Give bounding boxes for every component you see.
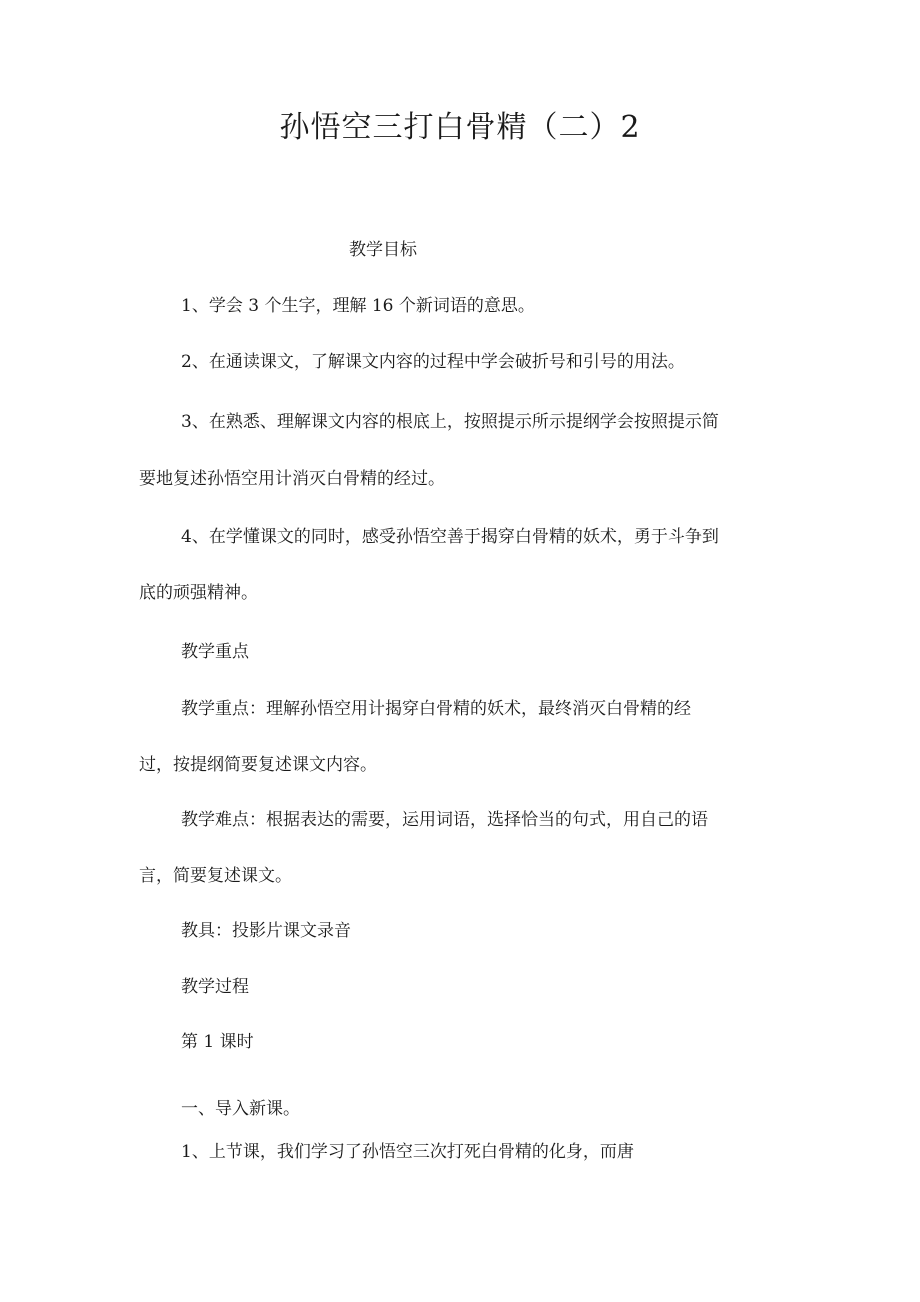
paragraph-line: 教学重点：理解孙悟空用计揭穿白骨精的妖术，最终消灭白骨精的经 [181, 699, 691, 719]
section-heading-objectives: 教学目标 [349, 240, 417, 260]
lesson-number: 第 1 课时 [181, 1032, 254, 1052]
paragraph-line: 言，简要复述课文。 [139, 866, 292, 886]
paragraph-line: 1、上节课，我们学习了孙悟空三次打死白骨精的化身，而唐 [181, 1142, 634, 1162]
paragraph-line: 过，按提纲简要复述课文内容。 [139, 755, 377, 775]
paragraph-line: 教学难点：根据表达的需要，运用词语，选择恰当的句式，用自己的语 [181, 810, 708, 830]
section-heading-process: 教学过程 [181, 977, 249, 997]
paragraph-line: 4、在学懂课文的同时，感受孙悟空善于揭穿白骨精的妖术，勇于斗争到 [181, 527, 719, 547]
paragraph-line: 一、导入新课。 [181, 1099, 300, 1119]
document-title: 孙悟空三打白骨精（二）2 [279, 110, 641, 145]
paragraph-line: 1、学会 3 个生字，理解 16 个新词语的意思。 [181, 296, 535, 316]
paragraph-line: 教具：投影片课文录音 [181, 921, 351, 941]
section-heading-key-points: 教学重点 [181, 642, 249, 662]
paragraph-line: 底的顽强精神。 [139, 583, 258, 603]
paragraph-line: 要地复述孙悟空用计消灭白骨精的经过。 [139, 469, 445, 489]
paragraph-line: 2、在通读课文，了解课文内容的过程中学会破折号和引号的用法。 [181, 352, 685, 372]
paragraph-line: 3、在熟悉、理解课文内容的根底上，按照提示所示提纲学会按照提示简 [181, 412, 719, 432]
